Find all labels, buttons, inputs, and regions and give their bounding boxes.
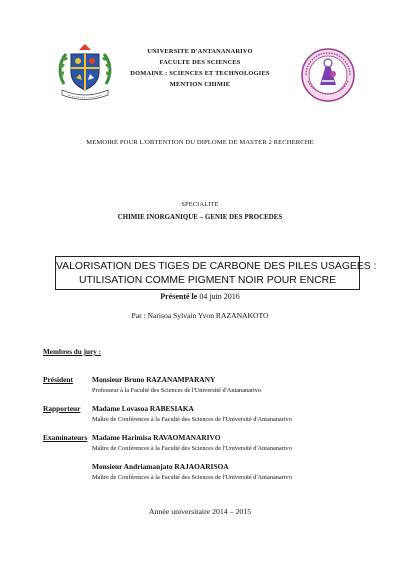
faculty-name: FACULTE DES SCIENCES	[159, 59, 241, 66]
author-line: Par : Narisoa Sylvain Yvon RAZANAKOTO	[131, 311, 269, 320]
university-name: UNIVERSITE D'ANTANANARIVO	[147, 48, 253, 55]
presentation-date	[0, 292, 400, 301]
academic-year: Année universitaire 2014 – 2015	[148, 507, 252, 516]
jury-role: Examinateurs	[43, 433, 88, 442]
speciality-label: SPECIALITE	[181, 201, 219, 208]
thesis-title-line-2: UTILISATION COMME PIGMENT NOIR POUR ENCRE	[78, 274, 337, 286]
jury-member-title: Maître de Conférences à la Faculté des Sciences de l'Université d'Antananarivo	[92, 416, 292, 423]
domain-name: DOMAINE : SCIENCES ET TECHNOLOGIES	[130, 70, 270, 77]
thesis-title-box	[55, 256, 377, 290]
jury-member-name: Monsieur Andriamanjato RAJAOARISOA	[92, 462, 229, 471]
jury-member-title: Professeur à la Faculté des Sciences de l'Université d'Antananarivo	[92, 387, 262, 394]
jury-role: Président	[43, 375, 73, 384]
presented-label: Présenté le	[160, 292, 198, 301]
jury-member-name: Madame Harimisa RAVAOMANARIVO	[92, 433, 221, 442]
jury-member-title: Maître de Conférences à la Faculté des Sciences de l'Université d'Antananarivo	[92, 474, 292, 481]
faculty-seal-icon	[300, 47, 356, 103]
jury-member-name: Madame Lovasoa RABESIAKA	[92, 404, 194, 413]
degree-statement: MEMOIRE POUR L'OBTENTION DU DIPLOME DE MASTER 2 RECHERCHE	[86, 139, 314, 146]
jury-role: Rapporteur	[43, 404, 81, 413]
presented-date: 04 juin 2016	[199, 292, 240, 301]
jury-member-title: Maître de Conférences à la Faculté des Sciences de l'Université d'Antananarivo	[92, 445, 292, 452]
mention-name: MENTION CHIMIE	[169, 81, 231, 88]
university-crest-icon	[54, 40, 116, 102]
university-header	[120, 46, 280, 90]
speciality-value: CHIMIE INORGANIQUE – GENIE DES PROCEDES	[117, 214, 283, 221]
jury-member-name: Monsieur Bruno RAZANAMPARANY	[92, 375, 216, 384]
jury-heading: Membres du jury :	[43, 348, 101, 356]
thesis-title-line-1: VALORISATION DES TIGES DE CARBONE DES PILES USAGEES :	[56, 261, 377, 272]
